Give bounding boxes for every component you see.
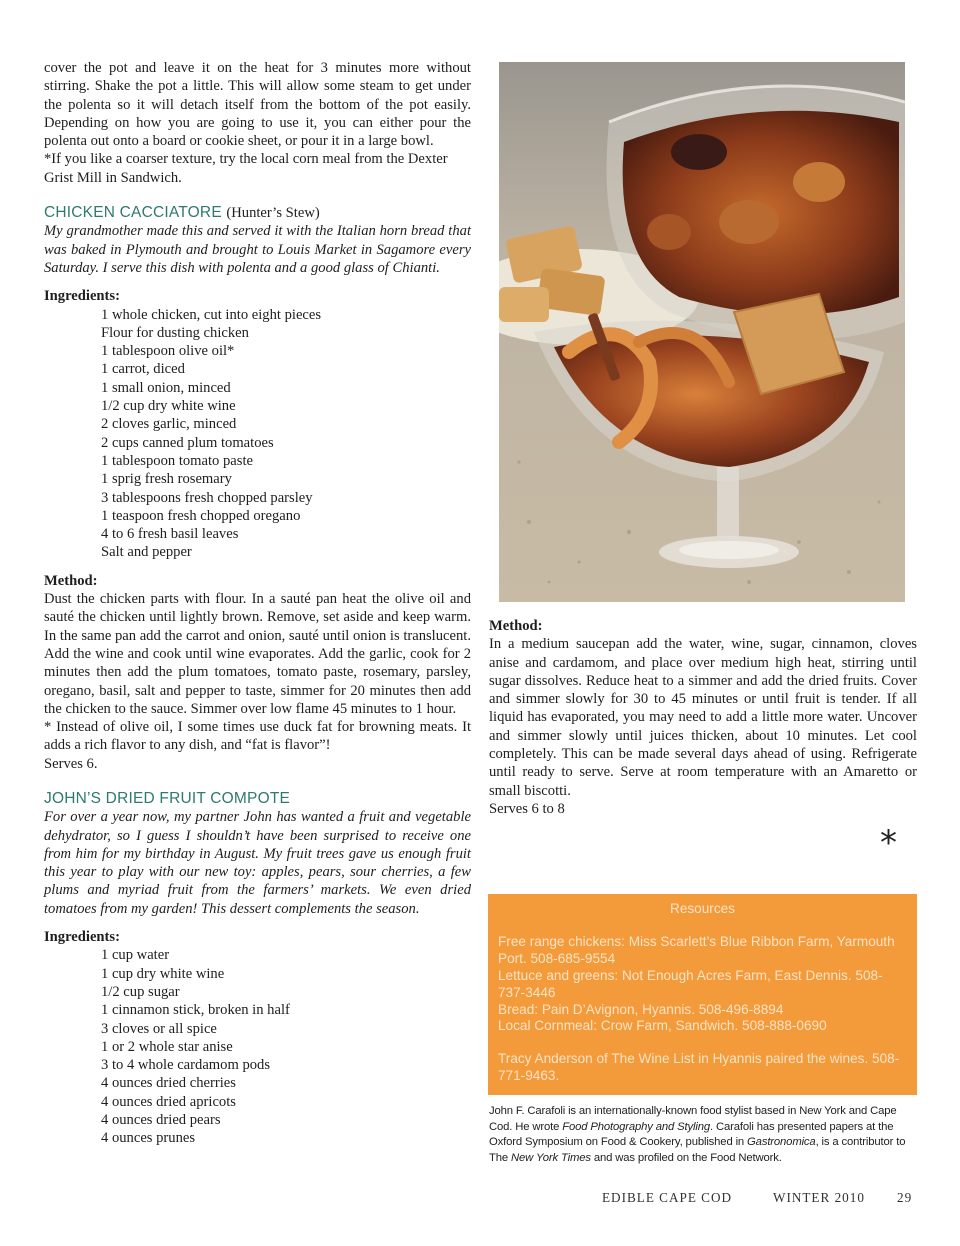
compote-method-label: Method: — [489, 618, 543, 634]
compote-ingredients-label: Ingredients: — [44, 929, 120, 946]
resource-line: Lettuce and greens: Not Enough Acres Farm, East Dennis. 508-737-3446 — [498, 967, 883, 1000]
ingredient-item: 1 carrot, diced — [101, 361, 185, 378]
bio-journal-title: Gastronomica — [747, 1136, 816, 1149]
compote-title: JOHN’S DRIED FRUIT COMPOTE — [44, 789, 291, 807]
bio-book-title: Food Photography and Styling — [562, 1120, 711, 1133]
ingredient-item: 1 tablespoon tomato paste — [101, 452, 253, 469]
ingredient-item: 1/2 cup dry white wine — [101, 398, 236, 415]
ingredient-item: 4 ounces dried cherries — [101, 1075, 236, 1092]
compote-intro: For over a year now, my partner John has wanted a fruit and vegetable dehydrator, so I guess I shouldn’t have been surprised to receive one from him for my birthday in August. My fruit trees gave us enough fruit this year to play with our new toy: apples, pears, sour cherries, a few plums and myriad fruit from the farmers’ markets. We even dried tomatoes from my garden! This dessert complements the season. — [44, 809, 471, 917]
bio-text: John F. Carafoli is an internationally-known food stylist based in New York and Cape Cod. He wrote — [489, 1105, 897, 1133]
resources-title: Resources — [670, 901, 735, 916]
resource-line: Free range chickens: Miss Scarlett’s Blue Ribbon Farm, Yarmouth Port. 508-685-9554 — [498, 933, 895, 966]
bio-newspaper-title: New York Times — [511, 1151, 591, 1164]
cacciatore-subtitle: (Hunter’s Stew) — [226, 205, 320, 222]
author-bio — [489, 1104, 919, 1166]
resources-spacer — [498, 1035, 907, 1051]
polenta-note: *If you like a coarser texture, try the local corn meal from the Dexter Grist Mill in Sandwich. — [44, 151, 448, 186]
footer-issue: WINTER 2010 — [773, 1190, 865, 1205]
ingredient-item: 1 cup dry white wine — [101, 965, 225, 982]
compote-serves: Serves 6 to 8 — [489, 800, 565, 817]
ingredient-item: 1 or 2 whole star anise — [101, 1038, 233, 1055]
ingredient-item: 4 ounces dried pears — [101, 1112, 221, 1129]
footer-magazine: EDIBLE CAPE COD — [602, 1190, 733, 1205]
ingredient-item: 1 teaspoon fresh chopped oregano — [101, 507, 301, 524]
bio-text: and was profiled on the Food Network. — [590, 1151, 782, 1164]
bio-text: , is a contributor to The — [489, 1136, 906, 1164]
compote-photo — [499, 62, 905, 602]
cacciatore-method: Dust the chicken parts with flour. In a sauté pan heat the olive oil and sauté the chicken until lightly brown. Remove, set aside and keep warm. In the same pan add the carrot and onion, sauté until onion is translucent. Add the wine and cook until wine evaporates. Add the garlic, cook for 2 minutes then add the plum tomatoes, tomato paste, rosemary, parsley, oregano, basil, salt and pepper to taste, simmer for 20 minutes then add the chicken to the sauce. Simmer over low flame 45 minutes to 1 hour. — [44, 591, 471, 717]
cacciatore-heading — [44, 204, 471, 222]
cacciatore-intro: My grandmother made this and served it with the Italian horn bread that was baked in Plymouth and brought to Louis Market in Sagamore every Saturday. I serve this dish with polenta and a good glass of Chianti. — [44, 223, 471, 276]
left-column — [44, 59, 471, 1148]
compote-heading — [44, 790, 471, 808]
resource-wine: Tracy Anderson of The Wine List in Hyannis paired the wines. 508-771-9463. — [498, 1051, 900, 1084]
cacciatore-serves: Serves 6. — [44, 755, 98, 772]
ingredient-item: 1 cinnamon stick, broken in half — [101, 1002, 290, 1019]
resource-line: Bread: Pain D’Avignon, Hyannis. 508-496-8894 — [498, 1001, 784, 1017]
ingredient-item: 1/2 cup sugar — [101, 983, 180, 1000]
resources-box — [488, 894, 917, 1095]
ingredient-item: 1 sprig fresh rosemary — [101, 471, 232, 488]
ingredient-item: 4 ounces dried apricots — [101, 1093, 236, 1110]
polenta-paragraph: cover the pot and leave it on the heat for 3 minutes more without stirring. Shake the pot a little. This will allow some steam to get under the polenta so it will detach itself from the bottom of the pot easily. Depending on how you are going to use it, you can either pour the polenta out onto a board or cookie sheet, or pour it in a large bowl. — [44, 60, 471, 150]
resource-line: Local Cornmeal: Crow Farm, Sandwich. 508-888-0690 — [498, 1018, 827, 1034]
compote-photo-illustration — [499, 62, 905, 602]
ingredient-item: 1 tablespoon olive oil* — [101, 343, 235, 360]
compote-method: In a medium saucepan add the water, wine, sugar, cinnamon, cloves anise and cardamom, and place over medium high heat, stirring until sugar dissolves. Reduce heat to a simmer and add the dried fruits. Cover and simmer slowly for 30 to 45 minutes or until fruit is tender. If all liquid has evaporated, you may need to add a little more water. Uncover and simmer slowly until juices thicken, about 10 minutes. Let cool completely. This can be made several days ahead of using. Refrigerate until ready to serve. Serve at room temperature with an Amaretto or small biscotti. — [489, 636, 917, 799]
right-column — [489, 617, 917, 818]
ingredient-item: 4 to 6 fresh basil leaves — [101, 526, 239, 543]
footer-page-number: 29 — [897, 1190, 913, 1205]
ingredient-item: 3 to 4 whole cardamom pods — [101, 1057, 271, 1074]
cacciatore-ingredients-list — [44, 306, 471, 562]
ingredient-item: 1 small onion, minced — [101, 379, 231, 396]
ingredient-item: Flour for dusting chicken — [101, 324, 249, 341]
ingredient-item: 1 cup water — [101, 947, 170, 964]
ingredient-item: 1 whole chicken, cut into eight pieces — [101, 306, 322, 323]
bio-text: . Carafoli has presented papers at the Oxford Symposium on Food & Cookery, published in — [489, 1120, 894, 1149]
cacciatore-note: * Instead of olive oil, I some times use duck fat for browning meats. It adds a rich flavor to any dish, and “fat is flavor”! — [44, 719, 471, 754]
end-mark-asterisk: * — [880, 823, 897, 863]
cacciatore-title: CHICKEN CACCIATORE — [44, 204, 222, 222]
ingredient-item: 2 cloves garlic, minced — [101, 416, 237, 433]
ingredient-item: 3 cloves or all spice — [101, 1020, 217, 1037]
cacciatore-ingredients-label: Ingredients: — [44, 288, 120, 305]
ingredient-item: 4 ounces prunes — [101, 1130, 196, 1147]
cacciatore-method-label: Method: — [44, 572, 98, 589]
ingredient-item: 3 tablespoons fresh chopped parsley — [101, 489, 313, 506]
ingredient-item: Salt and pepper — [101, 544, 192, 561]
ingredient-item: 2 cups canned plum tomatoes — [101, 434, 274, 451]
compote-ingredients-list — [44, 946, 471, 1147]
